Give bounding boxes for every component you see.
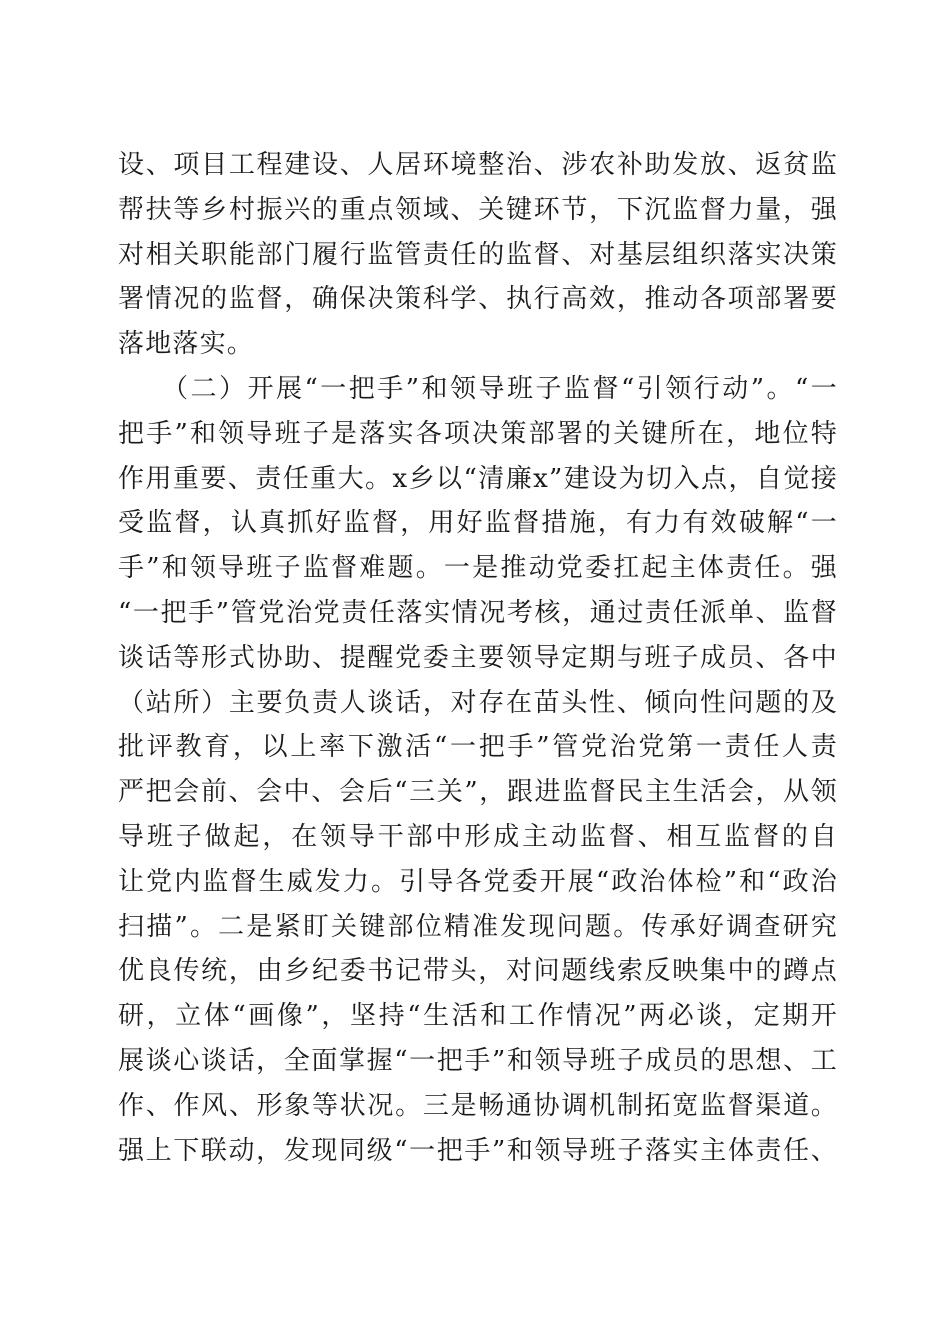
text-line: 优良传统，由乡纪委书记带头，对问题线索反映集中的蹲点 (118, 956, 838, 987)
text-line: （站所）主要负责人谈话，对存在苗头性、倾向性问题的及 (118, 687, 838, 718)
text-line: 署情况的监督，确保决策科学、执行高效，推动各项部署要 (118, 284, 838, 315)
text-line: 手”和领导班子监督难题。一是推动党委扛起主体责任。强 (118, 553, 838, 584)
text-line: 落地落实。 (118, 329, 255, 360)
text-line: “一把手”管党治党责任落实情况考核，通过责任派单、监督 (118, 597, 838, 628)
text-line: 作、作风、形象等状况。三是畅通协调机制拓宽监督渠道。 (118, 1090, 838, 1121)
text-line: 受监督，认真抓好监督，用好监督措施，有力有效破解“一 (118, 508, 838, 539)
text-line: 严把会前、会中、会后“三关”，跟进监督民主生活会，从领 (118, 777, 838, 808)
text-line: 展谈心谈话，全面掌握“一把手”和领导班子成员的思想、工 (118, 1045, 838, 1076)
text-line: 设、项目工程建设、人居环境整治、涉农补助发放、返贫监 (118, 150, 838, 180)
text-line: 研，立体“画像”，坚持“生活和工作情况”两必谈，定期开 (118, 1001, 838, 1032)
text-line: 把手”和领导班子是落实各项决策部署的关键所在，地位特 (118, 418, 838, 449)
text-line: 对相关职能部门履行监管责任的监督、对基层组织落实决策 (118, 239, 838, 270)
text-line: 谈话等形式协助、提醒党委主要领导定期与班子成员、各中 (118, 642, 838, 673)
paragraph-1 (118, 143, 838, 367)
paragraph-2 (118, 367, 838, 1173)
text-line: 帮扶等乡村振兴的重点领域、关键环节，下沉监督力量，强 (118, 194, 838, 225)
text-line: 批评教育，以上率下激活“一把手”管党治党第一责任人责 (118, 732, 838, 763)
text-line: 让党内监督生威发力。引导各党委开展“政治体检”和“政治 (118, 866, 838, 897)
body-text (118, 143, 838, 1173)
text-line: 作用重要、责任重大。x乡以“清廉x”建设为切入点，自觉接 (118, 463, 838, 494)
text-line: 强上下联动，发现同级“一把手”和领导班子落实主体责任、 (118, 1135, 838, 1166)
text-line: 导班子做起，在领导干部中形成主动监督、相互监督的自 (118, 821, 838, 852)
text-line: 扫描”。二是紧盯关键部位精准发现问题。传承好调查研究 (118, 911, 838, 942)
section-heading-line: （二）开展“一把手”和领导班子监督“引领行动”。“一 (162, 373, 838, 404)
